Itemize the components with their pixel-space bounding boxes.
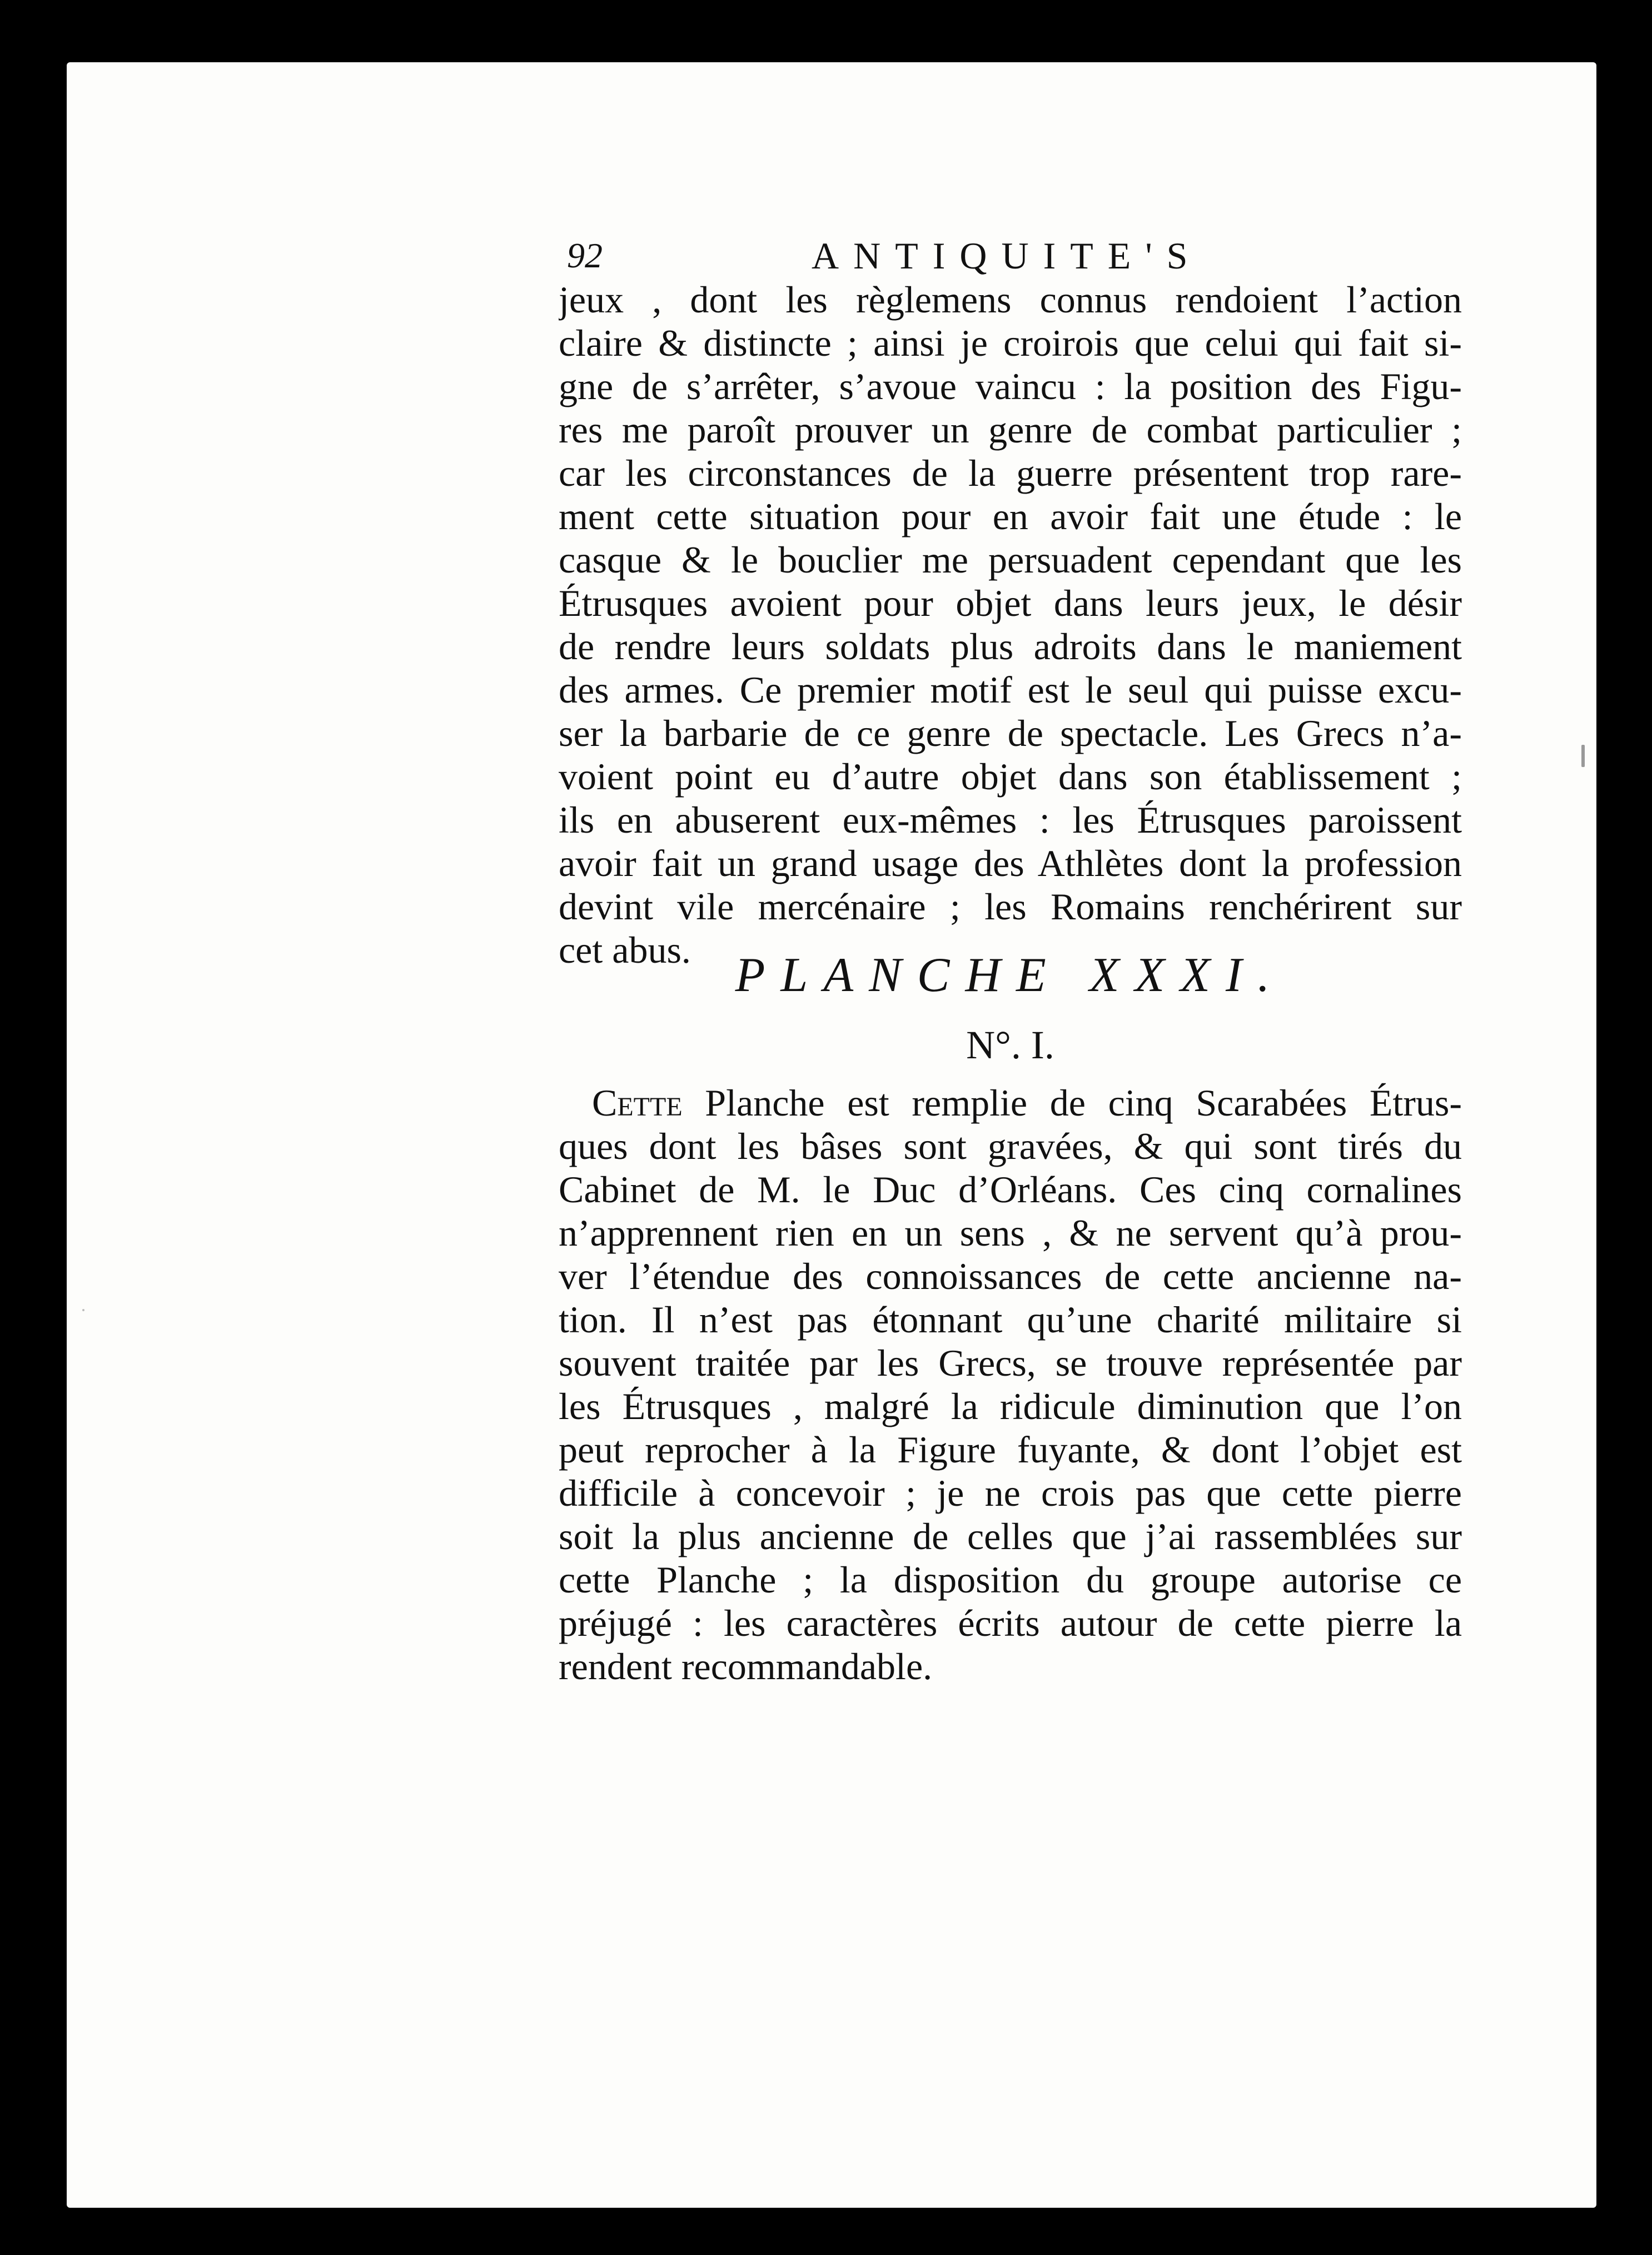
page-header [567, 231, 1467, 281]
paragraph-2 [559, 1081, 1462, 1688]
text-line: les Étrusques , malgré la ridicule diminution que l’on [559, 1385, 1462, 1427]
text-line: n’apprennent rien en un sens , & ne servent qu’à prou- [559, 1212, 1462, 1254]
text-line: difficile à concevoir ; je ne crois pas que cette pierre [559, 1472, 1462, 1514]
text-line: ser la barbarie de ce genre de spectacle. Les Grecs n’a- [559, 712, 1462, 754]
scan-speck [82, 1309, 84, 1311]
text-line: ver l’étendue des connoissances de cette ancienne na- [559, 1255, 1462, 1297]
text-line: devint vile mercénaire ; les Romains renchérirent sur [559, 885, 1462, 928]
lead-word: Cette [592, 1082, 683, 1124]
first-line-rest: Planche est remplie de cinq Scarabées Étrus- [682, 1082, 1462, 1124]
paragraph-1 [559, 278, 1462, 972]
text-line: des armes. Ce premier motif est le seul qui puisse excu- [559, 669, 1462, 711]
text-line: ment cette situation pour en avoir fait une étude : le [559, 495, 1462, 537]
text-line: Cabinet de M. le Duc d’Orléans. Ces cinq cornalines [559, 1168, 1462, 1211]
plate-title: PLANCHE XXXI. [735, 948, 1286, 1002]
text-line: Étrusques avoient pour objet dans leurs jeux, le désir [559, 582, 1462, 624]
text-line: voient point eu d’autre objet dans son établissement ; [559, 755, 1462, 798]
text-line: gne de s’arrêter, s’avoue vaincu : la position des Figu- [559, 365, 1462, 407]
text-line: cet abus. [559, 929, 691, 971]
text-line: tion. Il n’est pas étonnant qu’une charité militaire si [559, 1298, 1462, 1341]
text-line: peut reprocher à la Figure fuyante, & dont l’objet est [559, 1428, 1462, 1471]
text-line: jeux , dont les règlemens connus rendoient l’action [559, 278, 1462, 321]
scan-speck [1581, 745, 1585, 767]
text-line: cette Planche ; la disposition du groupe autorise ce [559, 1559, 1462, 1601]
text-line-first [559, 1081, 1462, 1124]
text-line: de rendre leurs soldats plus adroits dans le maniement [559, 625, 1462, 668]
text-line: claire & distincte ; ainsi je croirois que celui qui fait si- [559, 322, 1462, 364]
text-line: rendent recommandable. [559, 1645, 933, 1687]
text-line: car les circonstances de la guerre présentent trop rare- [559, 452, 1462, 494]
text-line: res me paroît prouver un genre de combat particulier ; [559, 409, 1462, 451]
text-line: préjugé : les caractères écrits autour de cette pierre la [559, 1602, 1462, 1644]
plate-number: N°. I. [966, 1023, 1054, 1067]
page-number: 92 [567, 236, 603, 275]
text-line: ils en abuserent eux-mêmes : les Étrusques paroissent [559, 799, 1462, 841]
text-line: ques dont les bâses sont gravées, & qui sont tirés du [559, 1125, 1462, 1167]
text-line: avoir fait un grand usage des Athlètes dont la profession [559, 842, 1462, 884]
text-line: soit la plus ancienne de celles que j’ai rassemblées sur [559, 1515, 1462, 1557]
text-line: souvent traitée par les Grecs, se trouve représentée par [559, 1342, 1462, 1384]
running-title: ANTIQUITE'S [812, 235, 1202, 277]
text-line: casque & le bouclier me persuadent cependant que les [559, 539, 1462, 581]
